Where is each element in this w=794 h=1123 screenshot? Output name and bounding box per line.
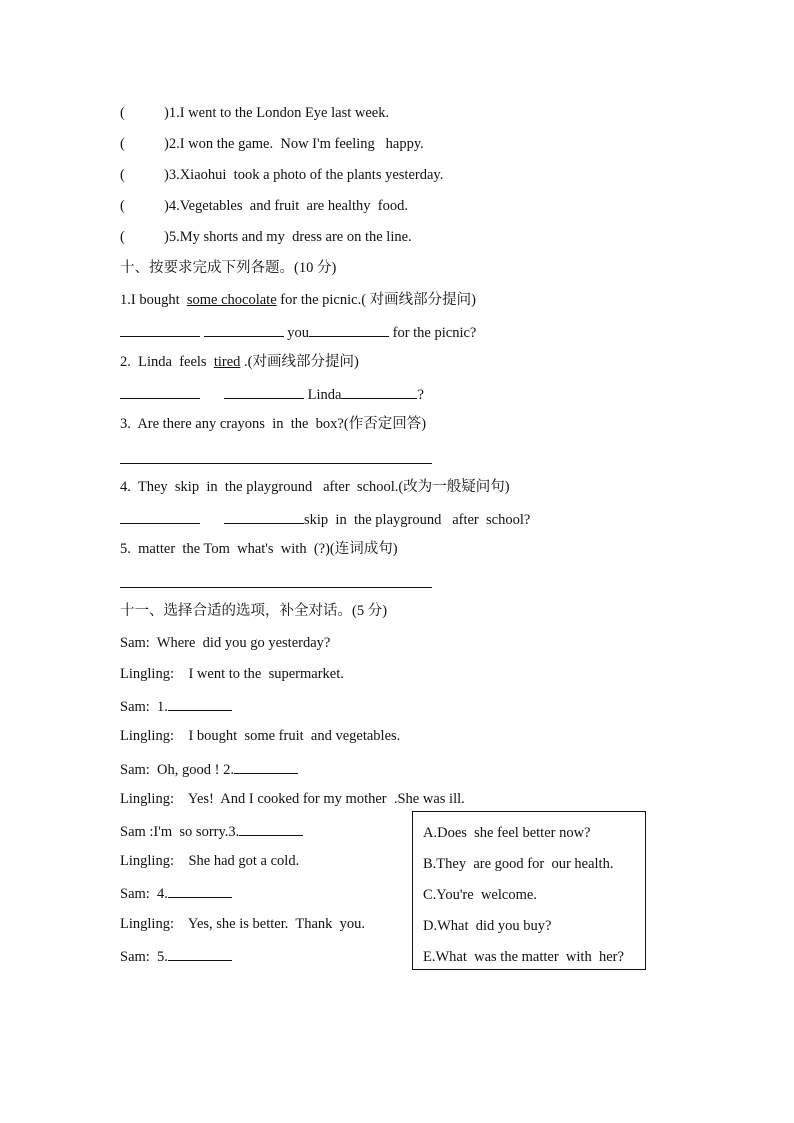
dialogue-line-1: Sam: Where did you go yesterday? (120, 635, 331, 651)
judge-paren[interactable]: ( (120, 136, 125, 152)
dialogue-text: Sam: Oh, good ! 2. (120, 762, 234, 778)
q2-post: .(对画线部分提问) (240, 354, 359, 370)
dialogue-blank-5[interactable] (168, 946, 232, 961)
q2-underlined: tired (213, 354, 241, 370)
option-e: E.What was the matter with her? (423, 949, 624, 965)
options-box (412, 811, 646, 970)
section-11-title: 十一、选择合适的选项，补全对话。(5 分) (120, 603, 388, 619)
q4-answer-end: skip in the playground after school? (304, 512, 531, 528)
judge-paren[interactable]: ( (120, 229, 125, 245)
judge-paren[interactable]: ( (120, 167, 125, 183)
answer-blank[interactable] (120, 384, 200, 399)
judge-text: )4.Vegetables and fruit are healthy food. (164, 198, 408, 214)
dialogue-text: Sam: 4. (120, 886, 168, 902)
dialogue-line-6: Lingling: Yes! And I cooked for my mother .She was ill. (120, 791, 465, 807)
answer-blank[interactable] (224, 509, 304, 524)
q2-answer-end: ? (417, 387, 424, 403)
dialogue-line-10: Lingling: Yes, she is better. Thank you. (120, 916, 366, 932)
dialogue-line-9 (120, 883, 232, 903)
s10-question-5: 5. matter the Tom what's with (?)(连词成句) (120, 541, 398, 557)
s10-answer-4 (120, 509, 530, 529)
judge-item-5 (120, 228, 412, 246)
s10-question-4: 4. They skip in the playground after school.(改为一般疑问句) (120, 479, 510, 495)
judge-item-1 (120, 104, 389, 122)
s10-answer-2 (120, 384, 424, 404)
s10-answer-1 (120, 322, 476, 342)
answer-blank[interactable] (120, 322, 200, 337)
option-b: B.They are good for our health. (423, 856, 614, 872)
judge-text: )3.Xiaohui took a photo of the plants yesterday. (164, 167, 444, 183)
answer-line[interactable] (120, 463, 432, 464)
dialogue-text: Sam: 1. (120, 699, 168, 715)
section-10-title: 十、按要求完成下列各题。(10 分) (120, 260, 337, 276)
judge-item-2 (120, 135, 424, 153)
answer-blank[interactable] (120, 509, 200, 524)
answer-line[interactable] (120, 587, 432, 588)
dialogue-line-8: Lingling: She had got a cold. (120, 853, 300, 869)
q1-post: for the picnic.( 对画线部分提问) (276, 292, 476, 308)
judge-text: )2.I won the game. Now I'm feeling happy. (164, 136, 424, 152)
q2-pre: 2. Linda feels (120, 354, 214, 370)
dialogue-line-4: Lingling: I bought some fruit and vegetables. (120, 728, 401, 744)
answer-blank[interactable] (224, 384, 304, 399)
dialogue-line-3 (120, 696, 232, 716)
s10-question-3: 3. Are there any crayons in the box?(作否定回答) (120, 416, 427, 432)
judge-item-4 (120, 197, 408, 215)
q1-pre: 1.I bought (120, 292, 187, 308)
option-c: C.You're welcome. (423, 887, 537, 903)
s10-question-2 (120, 353, 359, 371)
answer-blank[interactable] (204, 322, 284, 337)
judge-paren[interactable]: ( (120, 105, 125, 121)
dialogue-line-2: Lingling: I went to the supermarket. (120, 666, 344, 682)
q1-answer-mid: you (283, 325, 309, 341)
judge-text: )5.My shorts and my dress are on the line. (164, 229, 412, 245)
s10-question-1 (120, 291, 476, 309)
judge-item-3 (120, 166, 443, 184)
dialogue-line-7 (120, 821, 303, 841)
option-a: A.Does she feel better now? (423, 825, 591, 841)
dialogue-line-11 (120, 946, 232, 966)
dialogue-blank-1[interactable] (168, 696, 232, 711)
dialogue-blank-4[interactable] (168, 883, 232, 898)
q1-answer-end: for the picnic? (389, 325, 477, 341)
q1-underlined: some chocolate (186, 292, 277, 308)
answer-blank[interactable] (341, 384, 417, 399)
dialogue-text: Sam :I'm so sorry.3. (120, 824, 240, 840)
dialogue-blank-2[interactable] (234, 759, 298, 774)
judge-paren[interactable]: ( (120, 198, 125, 214)
q2-answer-mid: Linda (304, 387, 342, 403)
answer-blank[interactable] (309, 322, 389, 337)
dialogue-blank-3[interactable] (239, 821, 303, 836)
dialogue-text: Sam: 5. (120, 949, 168, 965)
option-d: D.What did you buy? (423, 918, 552, 934)
judge-text: )1.I went to the London Eye last week. (164, 105, 390, 121)
dialogue-line-5 (120, 759, 298, 779)
